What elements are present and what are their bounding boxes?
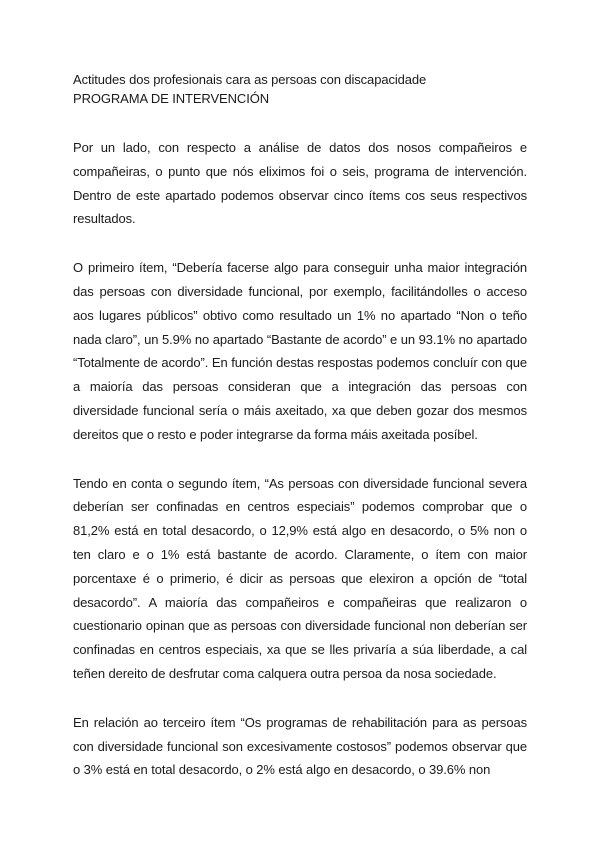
section-title: PROGRAMA DE INTERVENCIÓN (73, 91, 270, 106)
document-header (73, 70, 527, 108)
paragraph-third-item: En relación ao terceiro ítem “Os programas de rehabilitación para as persoas con diversidade funcional son excesivamente costosos” podemos observar que o 3% está en total desacordo, o 2% está algo en desacordo, o 39.6% non (73, 714, 527, 778)
document-subtitle: Actitudes dos profesionais cara as persoas con discapacidade (73, 72, 427, 87)
document-body (73, 70, 527, 782)
paragraph-intro: Por un lado, con respecto a análise de datos dos nosos compañeiros e compañeiras, o punto que nós eliximos foi o seis, programa de intervención. Dentro de este apartado podemos observar cinco ítems cos seus respectivos resultados. (73, 140, 527, 227)
paragraph-second-item: Tendo en conta o segundo ítem, “As persoas con diversidade funcional severa deberían ser confinadas en centros especiais” podemos comprobar que o 81,2% está en total desacordo, o 12,9% está algo en desacordo, o 5% non o ten claro e o 1% está bastante de acordo. Claramente, o ítem con maior porcentaxe é o primerio, é dicir as persoas que elexiron a opción de “total desacordo”. A maioría das compañeiros e compañeiras que realizaron o cuestionario opinan que as persoas con diversidade funcional non deberían ser confinadas en centros especiais, xa que se lles privaría a súa liberdade, a cal teñen dereito de desfrutar coma calquera outra persoa da nosa sociedade. (73, 475, 527, 681)
paragraph-first-item: O primeiro ítem, “Debería facerse algo para conseguir unha maior integración das persoas con diversidade funcional, por exemplo, facilitándolles o acceso aos lugares públicos” obtivo como resultado un 1% no apartado “Non o teño nada claro”, un 5.9% no apartado “Bastante de acordo” e un 93.1% no apartado “Totalmente de acordo”. En función destas respostas podemos concluír con que a maioría das persoas consideran que a integración das persoas con diversidade funcional sería o máis axeitado, xa que deben gozar dos mesmos dereitos que o resto e poder integrarse da forma máis axeitada posíbel. (73, 260, 527, 442)
